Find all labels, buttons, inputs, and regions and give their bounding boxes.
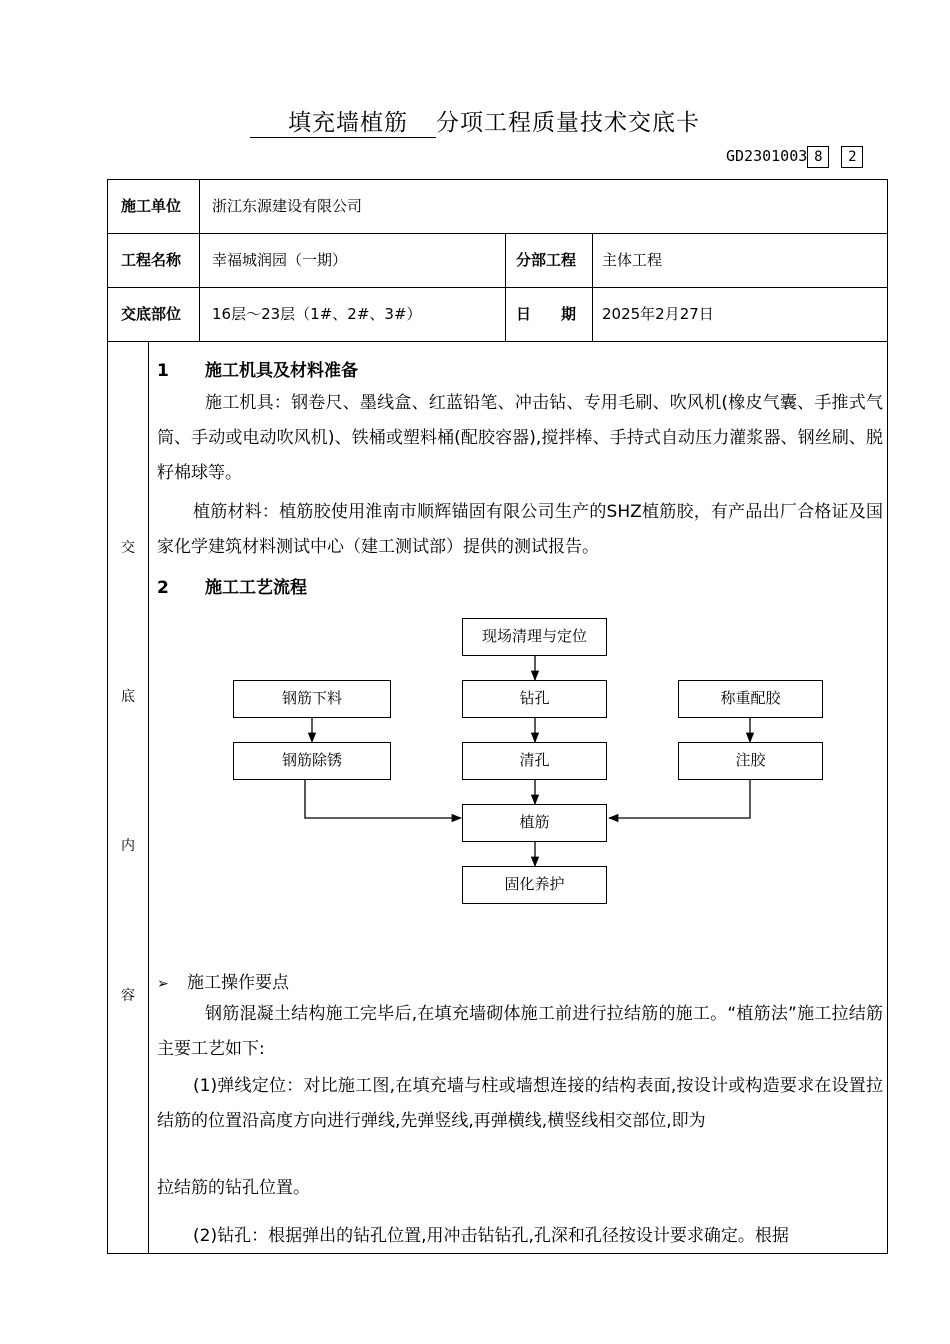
flow-drilling: 钻孔 [462,680,607,718]
date-label: 日 期 [516,305,577,323]
flow-rebar-planting: 植筋 [462,804,607,842]
flow-glue-injection: 注胶 [678,742,823,780]
arrow-inject-plant [609,780,750,818]
side-char: 底 [121,689,135,705]
section-1-title: 施工机具及材料准备 [205,361,358,381]
flow-curing: 固化养护 [462,866,607,904]
date-value: 2025年2月27日 [602,305,714,323]
step-2-paragraph: (2)钻孔：根据弹出的钻孔位置,用冲击钻钻孔,孔深和孔径按设计要求确定。根据 [193,1226,789,1246]
title-underlined: 填充墙植筋 [250,104,436,138]
flow-hole-cleaning: 清孔 [462,742,607,780]
tools-paragraph: 施工机具：钢卷尺、墨线盒、红蓝铅笔、冲击钻、专用毛刷、吹风机(橡皮气囊、手推式气筒、手动或电动吹风机)、铁桶或塑料桶(配胶容器),搅拌棒、手持式自动压力灌浆器、钢丝刷、脱籽棉球等。 [157,393,883,483]
materials-paragraph: 植筋材料：植筋胶使用淮南市顺辉锚固有限公司生产的SHZ植筋胶，有产品出厂合格证及国家化学建筑材料测试中心（建工测试部）提供的测试报告。 [157,502,883,557]
location-value: 16层～23层（1#、2#、3#） [212,305,422,323]
title-rest: 分项工程质量技术交底卡 [436,110,700,136]
flow-site-cleanup: 现场清理与定位 [462,618,607,656]
flow-rust-removal: 钢筋除锈 [233,742,391,780]
division-label: 分部工程 [516,251,577,269]
side-char: 容 [121,988,135,1004]
code-box-1: 8 [807,146,829,168]
unit-value: 浙江东源建设有限公司 [212,197,363,215]
project-label: 工程名称 [121,251,182,269]
side-char: 内 [121,838,135,854]
section-3-heading [157,968,289,993]
flow-weigh-glue: 称重配胶 [678,680,823,718]
code-text: GD2301003 [726,147,808,165]
project-value: 幸福城润园（一期） [212,251,348,269]
section-2-number: 2 [157,578,169,598]
code-box-2: 2 [841,146,863,168]
arrow-bullet-icon: ➢ [157,976,169,992]
step-1-continuation: 拉结筋的钻孔位置。 [157,1178,310,1198]
step-1-paragraph: (1)弹线定位：对比施工图,在填充墙与柱或墙想连接的结构表面,按设计或构造要求在设置拉结筋的位置沿高度方向进行弹线,先弹竖线,再弹横线,横竖线相交部位,即为 [157,1076,883,1131]
unit-label: 施工单位 [121,197,182,215]
arrow-derust-plant [305,780,461,818]
operation-intro-paragraph: 钢筋混凝土结构施工完毕后,在填充墙砌体施工前进行拉结筋的施工。“植筋法”施工拉结筋主要工艺如下: [157,1004,883,1059]
section-3-title: 施工操作要点 [187,973,289,993]
side-char: 交 [121,540,135,556]
section-2-title: 施工工艺流程 [205,578,307,598]
flow-rebar-cutting: 钢筋下料 [233,680,391,718]
division-value: 主体工程 [602,251,663,269]
location-label: 交底部位 [121,305,182,323]
section-1-number: 1 [157,361,169,381]
